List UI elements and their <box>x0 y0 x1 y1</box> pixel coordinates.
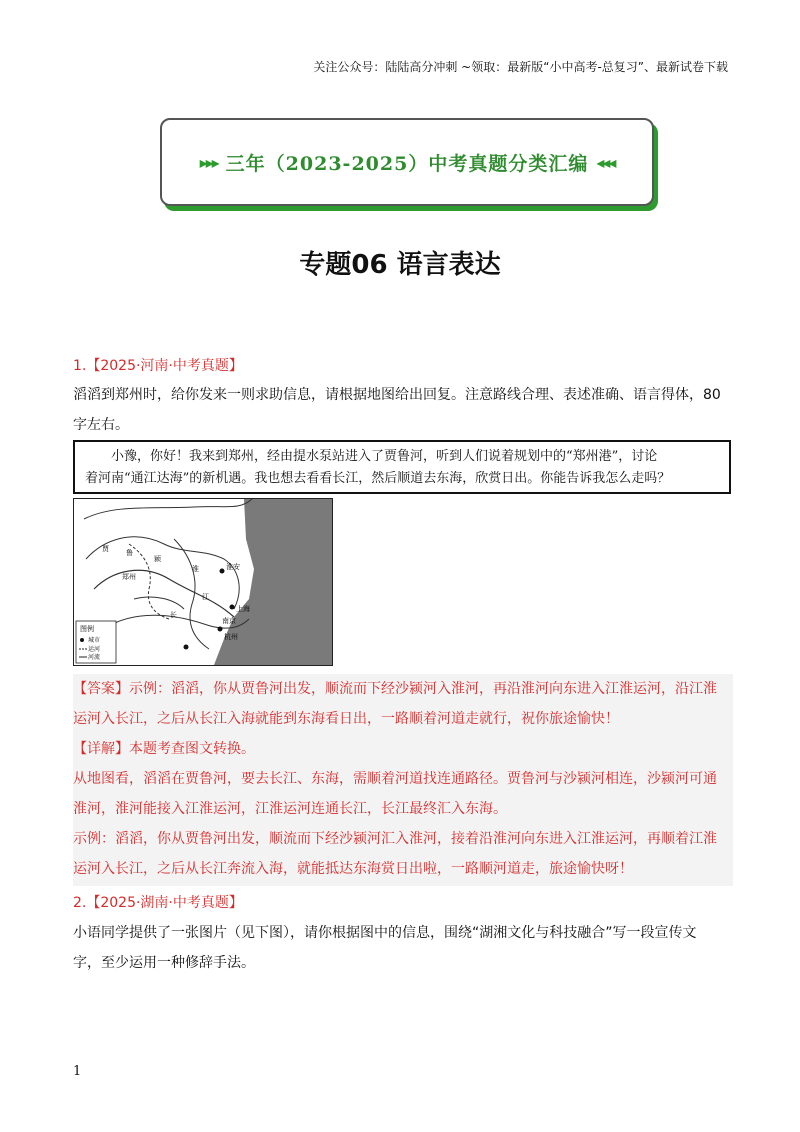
map-label: 江 <box>202 593 209 601</box>
question-2-text <box>73 918 733 978</box>
legend-title: 图例 <box>80 625 94 633</box>
city-dot <box>218 627 223 632</box>
question-1-line: 字左右。 <box>73 417 129 433</box>
arrows-left-icon: ▸▸▸ <box>199 152 218 172</box>
answer-text <box>73 674 733 884</box>
question-1-line: 滔滔到郑州时，给你发来一则求助信息，请根据地图给出回复。注意路线合理、表述准确、语言得体，80 <box>73 387 721 403</box>
legend-city-dot <box>80 638 84 642</box>
map-label: 上海 <box>236 605 250 613</box>
question-2-line: 小语同学提供了一张图片（见下图），请你根据图中的信息，围绕“湖湘文化与科技融合”写一段宣传文 <box>73 925 697 941</box>
map-label: 鲁 <box>126 549 133 557</box>
map-label: 杭州 <box>224 633 238 641</box>
message-box <box>73 440 731 494</box>
map-label: 颍 <box>154 555 161 563</box>
legend-canal: 运河 <box>88 646 101 653</box>
map-label: 长 <box>170 611 177 619</box>
banner-title: 三年（2023-2025）中考真题分类汇编 <box>225 152 589 175</box>
message-line: 着河南“通江达海”的新机遇。我也想去看看长江，然后顺道去东海，欣赏日出。你能告诉我怎么走吗？ <box>85 471 671 486</box>
header-note: 关注公众号：陆陆高分冲刺 ~领取：最新版“小中高考-总复习”、最新试卷下载 <box>313 60 728 74</box>
answer-line: 运河入长江，之后从长江入海就能到东海看日出，一路顺着河道走就行，祝你旅途愉快！ <box>73 711 619 727</box>
map-label: 淮 <box>192 565 199 573</box>
question-1-text <box>73 380 733 440</box>
river-map-svg <box>74 499 332 665</box>
map-label: 淮安 <box>226 563 240 571</box>
legend-city: 城市 <box>88 637 101 644</box>
city-dot <box>220 569 225 574</box>
detail-line: 淮河，淮河能接入江淮运河，江淮运河连通长江，长江最终汇入东海。 <box>73 801 507 817</box>
page-title: 专题06 语言表达 <box>299 250 501 280</box>
map-label: 贾 <box>102 545 109 553</box>
question-1-heading: 1.【2025·河南·中考真题】 <box>73 358 243 374</box>
legend-river: 河流 <box>88 654 101 661</box>
river-line <box>94 570 234 617</box>
page-number: 1 <box>73 1064 82 1079</box>
question-2-heading: 2.【2025·湖南·中考真题】 <box>73 895 243 911</box>
detail-line: 示例：滔滔，你从贾鲁河出发，顺流而下经沙颍河汇入淮河，接着沿淮河向东进入江淮运河，再顺着江淮 <box>73 831 717 847</box>
message-line: 小豫，你好！我来到郑州，经由提水泵站进入了贾鲁河，听到人们说着规划中的“郑州港”，讨论 <box>111 449 658 464</box>
map-label: 郑州 <box>122 573 136 581</box>
detail-line: 运河入长江，之后从长江奔流入海，就能抵达东海赏日出啦，一路顺河道走，旅途愉快呀！ <box>73 861 633 877</box>
map-label: 南京 <box>222 617 236 625</box>
river-line <box>134 597 184 609</box>
river-map <box>73 498 333 666</box>
question-2-line: 字，至少运用一种修辞手法。 <box>73 955 255 971</box>
series-banner <box>160 118 654 206</box>
canal-line <box>129 544 169 619</box>
detail-line: 从地图看，滔滔在贾鲁河，要去长江、东海，需顺着河道找连通路径。贾鲁河与沙颍河相连，沙颍河可通 <box>73 771 717 787</box>
city-dot <box>184 645 189 650</box>
province-border <box>84 499 252 519</box>
answer-line: 【答案】示例：滔滔，你从贾鲁河出发，顺流而下经沙颍河入淮河，再沿淮河向东进入江淮运河，沿江淮 <box>73 681 717 697</box>
arrows-right-icon: ◂◂◂ <box>596 152 615 172</box>
detail-heading: 【详解】本题考查图文转换。 <box>73 741 255 757</box>
city-dot <box>230 605 235 610</box>
